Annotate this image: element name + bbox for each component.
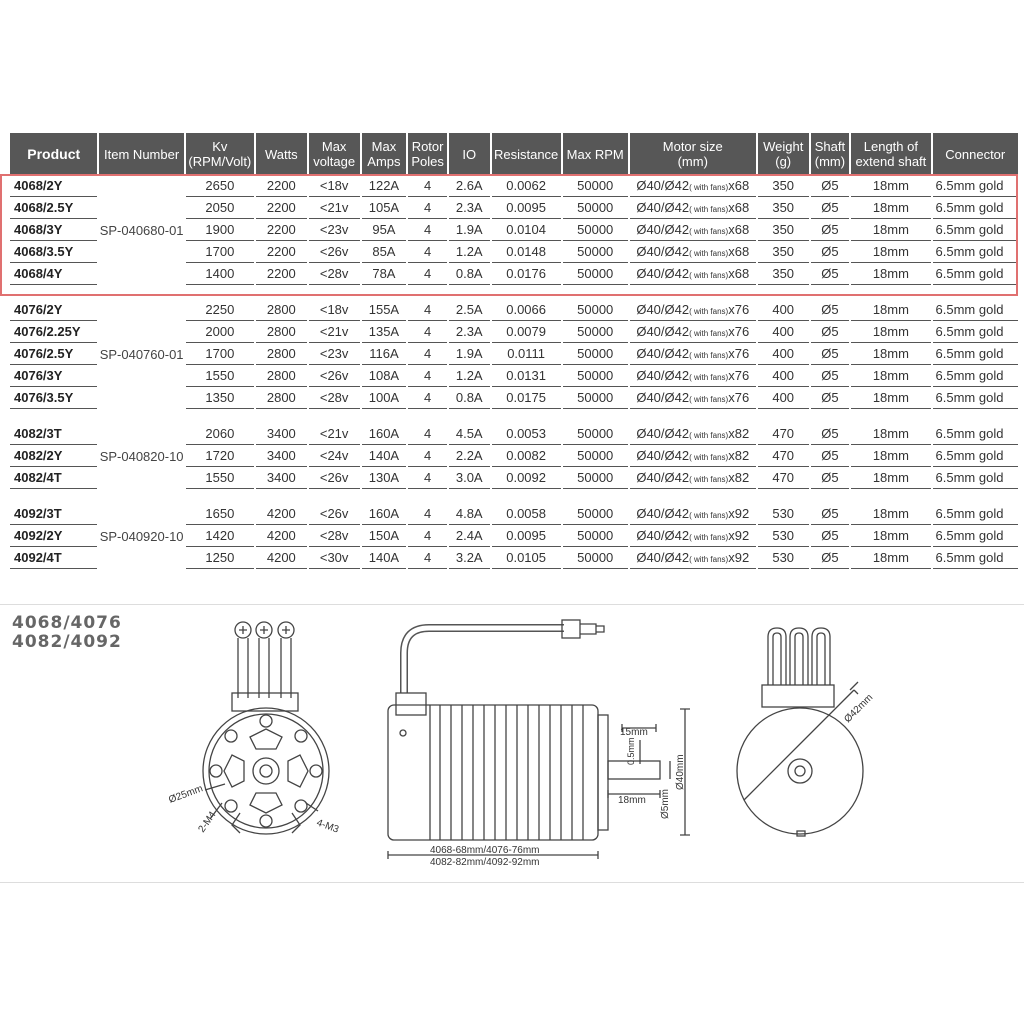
front-m3-label: 4-M3 [314, 817, 341, 836]
motor-size-cell: Ø40/Ø42( with fans)x82 [630, 467, 756, 489]
maxa-cell: 160A [362, 503, 407, 525]
product-cell: 4082/2Y [10, 445, 97, 467]
header-watts: Watts [256, 133, 307, 175]
io-cell: 2.2A [449, 445, 490, 467]
len-cell: 18mm [851, 321, 930, 343]
model-caption-line-1: 4068/4076 [12, 613, 122, 633]
poles-cell: 4 [408, 241, 447, 263]
len-cell: 18mm [851, 525, 930, 547]
length-label-line-1: 4068-68mm/4076-76mm [430, 845, 540, 856]
weight-cell: 530 [758, 503, 809, 525]
weight-cell: 400 [758, 365, 809, 387]
rpm-cell: 50000 [563, 423, 628, 445]
io-cell: 4.8A [449, 503, 490, 525]
kv-cell: 1650 [186, 503, 254, 525]
maxa-cell: 85A [362, 241, 407, 263]
res-cell: 0.0095 [492, 525, 561, 547]
motor-size-cell: Ø40/Ø42( with fans)x76 [630, 387, 756, 409]
front-d25-label: Ø25mm [167, 783, 205, 806]
len-cell: 18mm [851, 503, 930, 525]
io-cell: 0.8A [449, 263, 490, 285]
watts-cell: 2200 [256, 263, 307, 285]
shaft-cell: Ø5 [811, 423, 850, 445]
watts-cell: 4200 [256, 503, 307, 525]
group-spacer [10, 409, 1018, 423]
kv-cell: 2050 [186, 197, 254, 219]
maxa-cell: 100A [362, 387, 407, 409]
shaft-cell: Ø5 [811, 503, 850, 525]
weight-cell: 470 [758, 423, 809, 445]
rear-view-drawing [737, 628, 863, 836]
poles-cell: 4 [408, 343, 447, 365]
weight-cell: 400 [758, 299, 809, 321]
product-cell: 4068/4Y [10, 263, 97, 285]
shaft-cell: Ø5 [811, 197, 850, 219]
header-resistance: Resistance [492, 133, 561, 175]
motor-size-cell: Ø40/Ø42( with fans)x76 [630, 365, 756, 387]
maxv-cell: <24v [309, 445, 360, 467]
conn-cell: 6.5mm gold [933, 175, 1018, 197]
kv-cell: 1550 [186, 365, 254, 387]
motor-size-cell: Ø40/Ø42( with fans)x68 [630, 263, 756, 285]
motor-size-cell: Ø40/Ø42( with fans)x68 [630, 241, 756, 263]
product-cell: 4068/3Y [10, 219, 97, 241]
maxa-cell: 150A [362, 525, 407, 547]
poles-cell: 4 [408, 219, 447, 241]
conn-cell: 6.5mm gold [933, 423, 1018, 445]
shaft-cell: Ø5 [811, 445, 850, 467]
header-rotor-poles: Rotor Poles [408, 133, 447, 175]
rpm-cell: 50000 [563, 299, 628, 321]
motor-size-cell: Ø40/Ø42( with fans)x92 [630, 547, 756, 569]
weight-cell: 350 [758, 241, 809, 263]
table-row [10, 423, 1018, 445]
weight-cell: 470 [758, 467, 809, 489]
watts-cell: 4200 [256, 525, 307, 547]
motor-drawings [0, 605, 1024, 880]
poles-cell: 4 [408, 321, 447, 343]
rpm-cell: 50000 [563, 343, 628, 365]
product-cell: 4092/2Y [10, 525, 97, 547]
product-cell: 4092/3T [10, 503, 97, 525]
maxv-cell: <28v [309, 525, 360, 547]
maxa-cell: 160A [362, 423, 407, 445]
length-label-line-2: 4082-82mm/4092-92mm [430, 857, 540, 868]
poles-cell: 4 [408, 263, 447, 285]
res-cell: 0.0148 [492, 241, 561, 263]
product-cell: 4076/3.5Y [10, 387, 97, 409]
len-cell: 18mm [851, 445, 930, 467]
poles-cell: 4 [408, 525, 447, 547]
res-cell: 0.0111 [492, 343, 561, 365]
kv-cell: 1900 [186, 219, 254, 241]
side-15-label: 15mm [620, 727, 648, 738]
maxv-cell: <18v [309, 175, 360, 197]
watts-cell: 2200 [256, 241, 307, 263]
table-row [10, 299, 1018, 321]
product-cell: 4082/4T [10, 467, 97, 489]
group-spacer [10, 285, 1018, 299]
header-motor-size: Motor size (mm) [630, 133, 756, 175]
header-product: Product [10, 133, 97, 175]
conn-cell: 6.5mm gold [933, 445, 1018, 467]
shaft-cell: Ø5 [811, 175, 850, 197]
side-d5-label: Ø5mm [660, 789, 671, 819]
kv-cell: 2250 [186, 299, 254, 321]
conn-cell: 6.5mm gold [933, 467, 1018, 489]
watts-cell: 2800 [256, 365, 307, 387]
kv-cell: 1350 [186, 387, 254, 409]
maxv-cell: <18v [309, 299, 360, 321]
table-body [10, 175, 1018, 569]
product-cell: 4076/2Y [10, 299, 97, 321]
rpm-cell: 50000 [563, 241, 628, 263]
side-05-label: 0.5mm [626, 737, 636, 765]
len-cell: 18mm [851, 343, 930, 365]
io-cell: 1.2A [449, 365, 490, 387]
maxa-cell: 130A [362, 467, 407, 489]
kv-cell: 1700 [186, 241, 254, 263]
shaft-cell: Ø5 [811, 387, 850, 409]
kv-cell: 1420 [186, 525, 254, 547]
front-view-drawing [203, 622, 329, 834]
weight-cell: 350 [758, 175, 809, 197]
weight-cell: 400 [758, 321, 809, 343]
weight-cell: 350 [758, 263, 809, 285]
maxv-cell: <21v [309, 423, 360, 445]
res-cell: 0.0066 [492, 299, 561, 321]
maxa-cell: 140A [362, 547, 407, 569]
io-cell: 2.4A [449, 525, 490, 547]
kv-cell: 1400 [186, 263, 254, 285]
front-m4-label: 2-M4 [196, 809, 219, 835]
weight-cell: 530 [758, 547, 809, 569]
weight-cell: 400 [758, 387, 809, 409]
maxv-cell: <23v [309, 343, 360, 365]
shaft-cell: Ø5 [811, 299, 850, 321]
len-cell: 18mm [851, 197, 930, 219]
header-kv: Kv (RPM/Volt) [186, 133, 254, 175]
maxv-cell: <26v [309, 467, 360, 489]
product-cell: 4068/2.5Y [10, 197, 97, 219]
shaft-cell: Ø5 [811, 343, 850, 365]
model-caption-line-2: 4082/4092 [12, 632, 122, 652]
rpm-cell: 50000 [563, 547, 628, 569]
product-cell: 4076/2.5Y [10, 343, 97, 365]
maxv-cell: <21v [309, 321, 360, 343]
io-cell: 0.8A [449, 387, 490, 409]
rpm-cell: 50000 [563, 175, 628, 197]
shaft-cell: Ø5 [811, 547, 850, 569]
poles-cell: 4 [408, 423, 447, 445]
table-row [10, 503, 1018, 525]
shaft-cell: Ø5 [811, 263, 850, 285]
watts-cell: 2800 [256, 343, 307, 365]
weight-cell: 400 [758, 343, 809, 365]
conn-cell: 6.5mm gold [933, 387, 1018, 409]
io-cell: 1.9A [449, 219, 490, 241]
watts-cell: 2200 [256, 197, 307, 219]
watts-cell: 2800 [256, 299, 307, 321]
motor-size-cell: Ø40/Ø42( with fans)x82 [630, 423, 756, 445]
poles-cell: 4 [408, 547, 447, 569]
poles-cell: 4 [408, 503, 447, 525]
kv-cell: 1550 [186, 467, 254, 489]
io-cell: 1.9A [449, 343, 490, 365]
group-spacer [10, 489, 1018, 503]
shaft-cell: Ø5 [811, 525, 850, 547]
conn-cell: 6.5mm gold [933, 219, 1018, 241]
product-cell: 4082/3T [10, 423, 97, 445]
res-cell: 0.0175 [492, 387, 561, 409]
len-cell: 18mm [851, 299, 930, 321]
io-cell: 4.5A [449, 423, 490, 445]
product-cell: 4092/4T [10, 547, 97, 569]
res-cell: 0.0131 [492, 365, 561, 387]
header-item-number: Item Number [99, 133, 183, 175]
rpm-cell: 50000 [563, 365, 628, 387]
conn-cell: 6.5mm gold [933, 197, 1018, 219]
rpm-cell: 50000 [563, 263, 628, 285]
rpm-cell: 50000 [563, 197, 628, 219]
motor-size-cell: Ø40/Ø42( with fans)x76 [630, 321, 756, 343]
maxv-cell: <28v [309, 263, 360, 285]
motor-size-cell: Ø40/Ø42( with fans)x82 [630, 445, 756, 467]
len-cell: 18mm [851, 423, 930, 445]
rpm-cell: 50000 [563, 467, 628, 489]
len-cell: 18mm [851, 547, 930, 569]
len-cell: 18mm [851, 365, 930, 387]
shaft-cell: Ø5 [811, 365, 850, 387]
kv-cell: 1700 [186, 343, 254, 365]
shaft-cell: Ø5 [811, 241, 850, 263]
kv-cell: 2060 [186, 423, 254, 445]
maxv-cell: <26v [309, 503, 360, 525]
watts-cell: 2800 [256, 321, 307, 343]
table-header-row [10, 133, 1018, 175]
item-number-cell: SP-040680-01 [99, 222, 184, 238]
motor-size-cell: Ø40/Ø42( with fans)x92 [630, 503, 756, 525]
header-shaft: Shaft (mm) [811, 133, 850, 175]
maxa-cell: 78A [362, 263, 407, 285]
maxv-cell: <30v [309, 547, 360, 569]
io-cell: 3.2A [449, 547, 490, 569]
header-io: IO [449, 133, 490, 175]
watts-cell: 3400 [256, 467, 307, 489]
watts-cell: 4200 [256, 547, 307, 569]
kv-cell: 1720 [186, 445, 254, 467]
watts-cell: 2200 [256, 175, 307, 197]
weight-cell: 530 [758, 525, 809, 547]
conn-cell: 6.5mm gold [933, 299, 1018, 321]
shaft-cell: Ø5 [811, 467, 850, 489]
poles-cell: 4 [408, 175, 447, 197]
rpm-cell: 50000 [563, 387, 628, 409]
maxa-cell: 108A [362, 365, 407, 387]
header-weight: Weight (g) [758, 133, 809, 175]
watts-cell: 3400 [256, 445, 307, 467]
io-cell: 2.3A [449, 321, 490, 343]
rpm-cell: 50000 [563, 525, 628, 547]
maxa-cell: 116A [362, 343, 407, 365]
watts-cell: 2800 [256, 387, 307, 409]
conn-cell: 6.5mm gold [933, 525, 1018, 547]
header-max-amps: Max Amps [362, 133, 407, 175]
poles-cell: 4 [408, 299, 447, 321]
kv-cell: 2000 [186, 321, 254, 343]
rpm-cell: 50000 [563, 321, 628, 343]
res-cell: 0.0062 [492, 175, 561, 197]
side-d40-label: Ø40mm [675, 754, 686, 790]
rpm-cell: 50000 [563, 503, 628, 525]
res-cell: 0.0058 [492, 503, 561, 525]
len-cell: 18mm [851, 175, 930, 197]
conn-cell: 6.5mm gold [933, 241, 1018, 263]
len-cell: 18mm [851, 387, 930, 409]
maxv-cell: <28v [309, 387, 360, 409]
motor-size-cell: Ø40/Ø42( with fans)x92 [630, 525, 756, 547]
weight-cell: 470 [758, 445, 809, 467]
motor-size-cell: Ø40/Ø42( with fans)x76 [630, 343, 756, 365]
res-cell: 0.0095 [492, 197, 561, 219]
len-cell: 18mm [851, 241, 930, 263]
header-length-extend-shaft: Length of extend shaft [851, 133, 930, 175]
motor-size-cell: Ø40/Ø42( with fans)x68 [630, 219, 756, 241]
res-cell: 0.0104 [492, 219, 561, 241]
maxa-cell: 140A [362, 445, 407, 467]
kv-cell: 2650 [186, 175, 254, 197]
kv-cell: 1250 [186, 547, 254, 569]
len-cell: 18mm [851, 219, 930, 241]
maxv-cell: <23v [309, 219, 360, 241]
item-number-cell: SP-040760-01 [99, 346, 184, 362]
io-cell: 2.6A [449, 175, 490, 197]
maxa-cell: 95A [362, 219, 407, 241]
item-number-cell: SP-040920-10 [99, 528, 184, 544]
spec-sheet [8, 133, 1020, 569]
product-cell: 4076/3Y [10, 365, 97, 387]
divider [0, 882, 1024, 883]
poles-cell: 4 [408, 365, 447, 387]
table-row [10, 175, 1018, 197]
conn-cell: 6.5mm gold [933, 263, 1018, 285]
io-cell: 3.0A [449, 467, 490, 489]
poles-cell: 4 [408, 467, 447, 489]
weight-cell: 350 [758, 197, 809, 219]
rpm-cell: 50000 [563, 219, 628, 241]
product-cell: 4076/2.25Y [10, 321, 97, 343]
maxv-cell: <26v [309, 241, 360, 263]
len-cell: 18mm [851, 263, 930, 285]
header-max-rpm: Max RPM [563, 133, 628, 175]
product-cell: 4068/2Y [10, 175, 97, 197]
len-cell: 18mm [851, 467, 930, 489]
header-connector: Connector [933, 133, 1018, 175]
shaft-cell: Ø5 [811, 321, 850, 343]
io-cell: 1.2A [449, 241, 490, 263]
maxv-cell: <21v [309, 197, 360, 219]
side-18-label: 18mm [618, 795, 646, 806]
conn-cell: 6.5mm gold [933, 503, 1018, 525]
conn-cell: 6.5mm gold [933, 547, 1018, 569]
product-cell: 4068/3.5Y [10, 241, 97, 263]
maxa-cell: 135A [362, 321, 407, 343]
spec-table [8, 133, 1020, 569]
rpm-cell: 50000 [563, 445, 628, 467]
header-max-voltage: Max voltage [309, 133, 360, 175]
io-cell: 2.5A [449, 299, 490, 321]
shaft-cell: Ø5 [811, 219, 850, 241]
motor-size-cell: Ø40/Ø42( with fans)x68 [630, 175, 756, 197]
side-view-drawing [388, 620, 690, 859]
rear-d42-label: Ø42mm [842, 692, 876, 726]
conn-cell: 6.5mm gold [933, 321, 1018, 343]
res-cell: 0.0105 [492, 547, 561, 569]
weight-cell: 350 [758, 219, 809, 241]
maxa-cell: 105A [362, 197, 407, 219]
res-cell: 0.0092 [492, 467, 561, 489]
poles-cell: 4 [408, 197, 447, 219]
res-cell: 0.0079 [492, 321, 561, 343]
poles-cell: 4 [408, 387, 447, 409]
maxa-cell: 122A [362, 175, 407, 197]
maxa-cell: 155A [362, 299, 407, 321]
res-cell: 0.0053 [492, 423, 561, 445]
io-cell: 2.3A [449, 197, 490, 219]
watts-cell: 3400 [256, 423, 307, 445]
item-number-cell: SP-040820-10 [99, 448, 184, 464]
motor-size-cell: Ø40/Ø42( with fans)x68 [630, 197, 756, 219]
res-cell: 0.0176 [492, 263, 561, 285]
conn-cell: 6.5mm gold [933, 343, 1018, 365]
res-cell: 0.0082 [492, 445, 561, 467]
watts-cell: 2200 [256, 219, 307, 241]
poles-cell: 4 [408, 445, 447, 467]
conn-cell: 6.5mm gold [933, 365, 1018, 387]
maxv-cell: <26v [309, 365, 360, 387]
motor-size-cell: Ø40/Ø42( with fans)x76 [630, 299, 756, 321]
